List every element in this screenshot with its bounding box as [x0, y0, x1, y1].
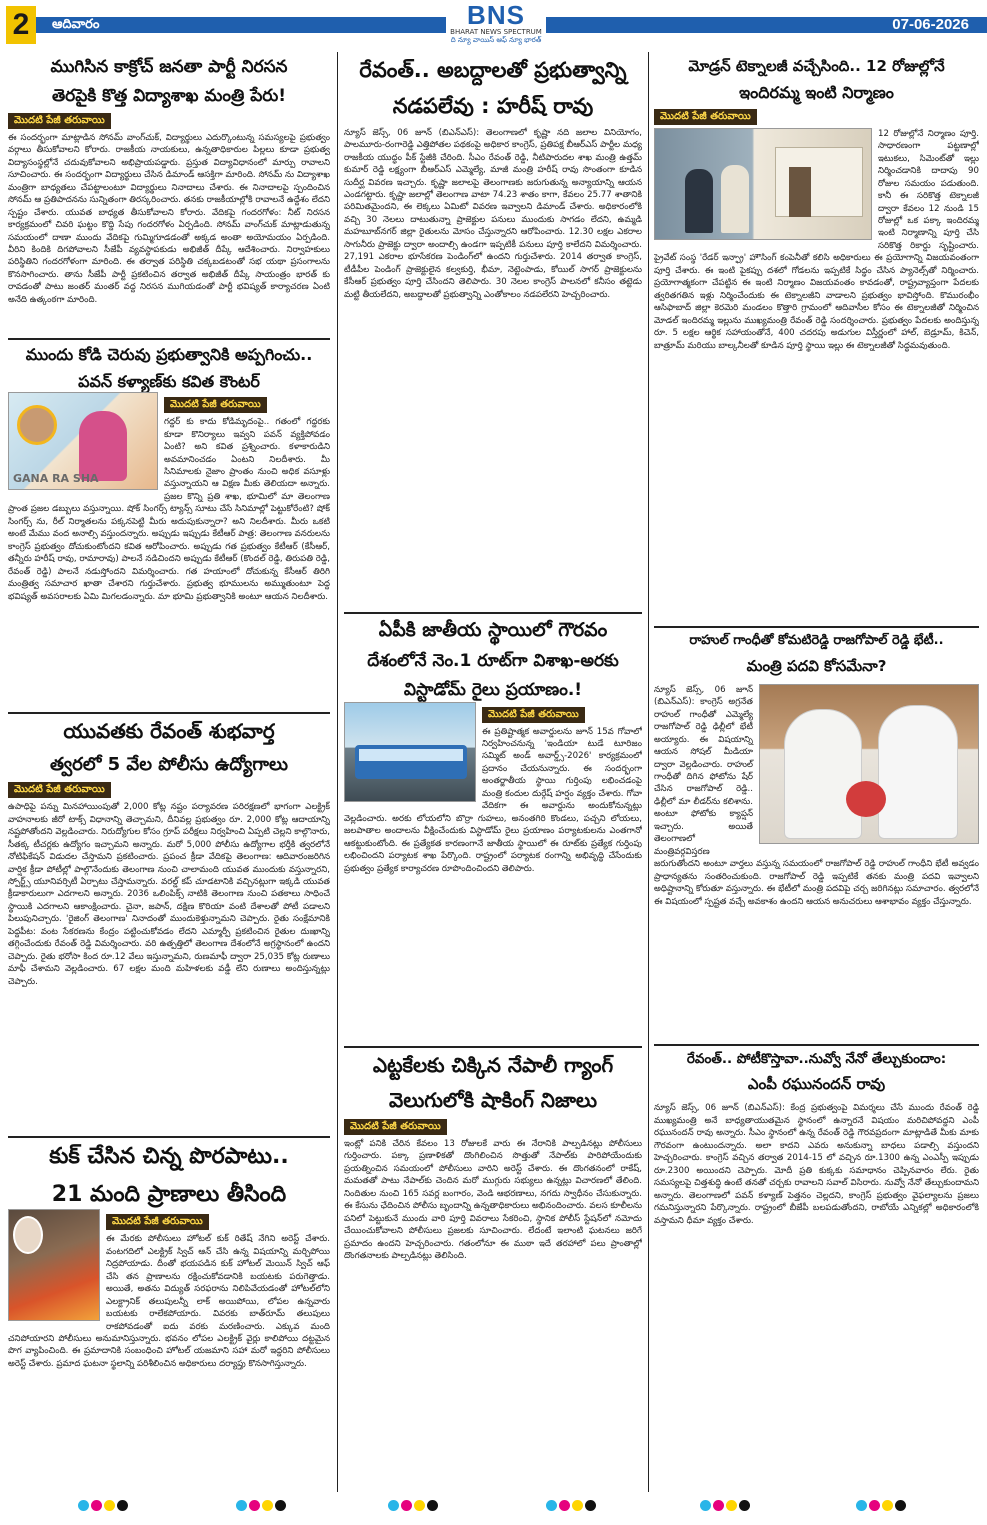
registration-dot	[572, 1500, 583, 1511]
headline: దేశంలోనే నెం.1 రూట్‌గా విశాఖ-అరకు	[367, 650, 619, 671]
headline: ఇందిరమ్మ ఇంటి నిర్మాణం	[739, 83, 894, 103]
continuation-badge: మొదటి పేజీ తరువాయి	[8, 782, 111, 798]
article-body: ఈ మేరకు పోలీసులు హోటల్ కుక్ రితేష్ నేగిని అరెస్ట్ చేశారు. వంటగదిలో ఎలక్ట్రిక్ స్విచ్ ఆన్ చేసి ఉన్న విషయాన్ని మర్చిపోయి నిద్రపోయాడు. దీంతో భయపడిన కుక్ హోటల్ మెయిన్ స్విచ్ ఆఫ్ చేసి తన ప్రాణాలను రక్షించుకోవడానికి బయటకు పరుగెత్తాడు. అయితే, అతను విద్యుత్ సరఫరాను నిలిపివేయడంతో హోటల్‌లోని ఎలక్ట్రానిక్ తలుపులన్నీ లాక్ అయిపోయి, లోపల ఉన్నవారు బయటకు రాలేకపోయారు. వివరకు బాత్‌రూమ్ తలుపులు రాకపోవడంతో ఐదు వరకు మరణించారు. ఎక్కువ మంది చనిపోయారని పోలీసులు అనుమానిస్తున్నారు. భవనం లోపల ఎలక్ట్రిక్ వైర్లు కాలిపోయి దట్టమైన పొగ వ్యాపించింది. ఈ ప్రమాదానికి సంబంధించి హోటల్ యజమాని సహా మరో ఇద్దరిని పోలీసులు అరెస్ట్ చేశారు. ప్రమాద ఘటనా స్థలాన్ని పరిశీలించిన అధికారులు దర్యాప్తు కొనసాగిస్తున్నారు.	[8, 1234, 330, 1369]
article-separator	[654, 1044, 979, 1046]
day-label: ఆదివారం	[52, 17, 100, 32]
registration-dot	[414, 1500, 425, 1511]
headline: రేవంత్.. పోటీకొస్తావా..నువ్వో నేనో తేల్చుకుందాం:	[686, 1051, 947, 1067]
article-separator	[344, 612, 642, 614]
article-indiramma-house	[654, 56, 979, 622]
article-body: ఈ ప్రతిష్టాత్మక అవార్డులను జూన్ 15వ గోవాలో నిర్వహించనున్న 'ఇండియా టుడే టూరిజం సమ్మిట్ అండ్ అవార్డ్స్-2026' కార్యక్రమంలో ప్రదానం చేయనున్నారు. ఈ సందర్భంగా అంతర్జాతీయ స్థాయి గుర్తింపు లభించడంపై మంత్రి కందుల దుర్గేష్ హర్షం వ్యక్తం చేశారు. గోవా వేదికగా ఈ అవార్డును అందుకోనున్నట్లు వెల్లడించారు. అరకు లోయలోని బొర్రా గుహలు, అనంతగిరి కొండలు, పచ్చని లోయలు, జలపాతాల అందాలను వీక్షించేందుకు విస్టాడోమ్ రైలు ప్రయాణం పర్యాటకులను ఎంతగానో ఆకట్టుకుంటోంది. ఈ ప్రత్యేకత కారణంగానే జాతీయ స్థాయిలో ఈ రూట్‌కు ప్రత్యేక గుర్తింపు లభించిందని పర్యాటక శాఖ పేర్కొంది. రాష్ట్రంలో పర్యాటక రంగాన్ని అభివృద్ధి చేసేందుకు ప్రభుత్వం ప్రత్యేక కార్యాచరణ రూపొందించిందని తెలిపారు.	[344, 726, 642, 874]
article-rajagopal-reddy	[654, 632, 979, 1040]
registration-dot	[427, 1500, 438, 1511]
person-figure	[721, 165, 749, 233]
masthead	[0, 0, 987, 50]
headline: కుక్ చేసిన చిన్న పొరపాటు..	[49, 1144, 289, 1169]
registration-dot	[726, 1500, 737, 1511]
article-raghunandan-rao	[654, 1050, 979, 1488]
registration-marks	[856, 1496, 908, 1512]
article-separator	[8, 1136, 330, 1138]
registration-dot	[401, 1500, 412, 1511]
headline: పవన్ కళ్యాణ్‌కు కవిత కౌంటర్	[78, 371, 260, 391]
headline: యువతకు రేవంత్ శుభవార్త	[63, 719, 275, 743]
article-body: ఈ సందర్భంగా మాట్లాడిన సోనమ్ వాంగ్‌చుక్, విద్యార్థులు ఎదుర్కొంటున్న సమస్యలపై ప్రభుత్వం వర్గాలు తీసుకోవాలని కోరారు. రాజకీయ నాయకులు, ఉన్నతాధికారుల పిల్లలు కూడా ప్రభుత్వ విద్యాసంస్థల్లోనే చదువుకోవాలని అభిప్రాయపడ్డారు. ప్రస్తుత విద్యావిధానంలో మార్పు రావాలని సూచించారు. ఈ సందర్భంగా విద్యార్థులు చేసిన డిమాండ్ ఆసక్తిగా మారింది. సోనమ్ ను విద్యాశాఖ మంత్రిగా బాధ్యతలు చేపట్టాలంటూ విద్యార్థులు నినాదాలు చేశారు. ఈ నినాదాలపై స్పందించిన సోనమ్ ఆ ప్రతిపాదనను సున్నితంగా తిరస్కరించారు. తనకు రాజకీయాల్లోకి రావాలనే ఉద్దేశం లేదని స్పష్టం చేశారు. యువత బాధ్యత తీసుకోవాలని కోరారు. వేదికపై గందరగోళం: నీట్ నిరసన కార్యక్రమంలో చివరి ఘట్టం కొద్ది సేపు గందరగోళం ఏర్పడింది. సోనమ్ వాంగ్‌చుక్ మాట్లాడుతున్న సమయంలో దాణా ముందు వేదికపై గుమ్మిగూడడంతో అక్కడ అంతా అయోమయం ఏర్పడింది. వీరిని కిందికి దిగపోవాలని సీజేపీ వ్యవస్థాపకుడు అభిజీత్ దీప్కే ఆదేశించారు. నిర్వాహకులు పరిస్థితిని గందరగోళంగా మారింది. ఈ తర్వాత పరిస్థితి చక్కబడటంతో సభ యథా ప్రసంగాలను కొనసాగించారు. తాను సీజేపీ పార్టీ ప్రకటించిన తర్వాత అభిజీత్ దీప్కే సాయంత్రం భారత్ కు రావడంతో పాటు జంతర్ మంతర్ వద్ద నిరసన ముగియడంతో పార్టీ భవిష్యత్ కార్యాచరణ ఏంటి అనేది ఉత్కంఠగా మారింది.	[8, 132, 330, 305]
article-separator	[654, 626, 979, 628]
registration-dot	[559, 1500, 570, 1511]
person-figure	[878, 705, 958, 839]
registration-dot	[78, 1500, 89, 1511]
registration-dot	[856, 1500, 867, 1511]
article-body: గద్దర్ కు కాదు కోడిమృదంపై.. గతంలో గద్దరకు కూడా కొనిర్యాలు ఇవ్వని పవన్ వ్యక్తిపోవడం ఏంటి? అని కవిత ప్రశ్నించారు. కళాకారుడిని అవమానించడం ఏంటని నిలదీశారు. మీ సినిమాలకు నైజాం ప్రాంతం నుంచి అధిక వసూళ్లు వస్తున్నాయని ఆ విక్షణ మీకు తెలియదా అన్నారు. ప్రజల కొన్ని ప్రతి శాఖ, భూమిలో మా తెలంగాణ ప్రాంత ప్రజల డబ్బులు వస్తున్నాయి. షోక్ సింగర్స్ ట్యాన్స్ సూటు చేసే సినిమాల్లో పెట్టుకోరేంటి? షోక్ సింగర్స్ ను, రీల్ నిర్మాతలను పక్కనపెట్టి మీరు అదుపుకున్నారా? అని నిలదీశారు. మీరు ఒకటి అంటే మేము వంద అనాల్సి వస్తుందన్నారు. అప్పుడు ఇప్పుడు కేటీఆర్ పాత్ర: తెలంగాణ వనరులను కాంగ్రెస్ ప్రభుత్వం దోచుకుంటోందని కవిత ఆరోపించారు. అప్పుడు గత ప్రభుత్వం కేటీఆర్ (కేసీఆర్, తన్నీరు హరీష్ రావు, రామారావు) పాలనే నడిచిందని అప్పుడు కేటీఆర్ (కొందల్ రెడ్డి, తిరుపతి రెడ్డి, రేవంత్ రెడ్డి) పాలనే నడుస్తోందని విమర్శించారు. గత హయాంలో దోచుకున్న కేసీఆర్ తిరిగి మంత్రిత్వ సమాచార ఖాతా చేశారని గుర్తుచేశారు. ప్రభుత్వ భూములను అమ్ముతుంటూ పెద్ద భవిష్యత్ అవసరాలకు ఏమి మిగలడంన్నారు. మా భూమి ప్రభుత్వానికి అంటూ ఆయన నిలదీశారు.	[8, 417, 330, 602]
train-windows	[359, 749, 463, 761]
article-kavitha-counter	[8, 344, 330, 708]
headline: ముగిసిన కాక్రోచ్ జనతా పార్టీ నిరసన	[50, 57, 288, 77]
continuation-badge: మొదటి పేజీ తరువాయి	[164, 397, 267, 413]
headline: ఏపీకి జాతీయ స్థాయిలో గౌరవం	[378, 619, 608, 641]
continuation-badge: మొదటి పేజీ తరువాయి	[482, 707, 585, 723]
article-body: ఉపాధిపై పన్ను మినహాయింపుతో 2,000 కోట్ల నష్టం పర్యావరణ పరిరక్షణలో భాగంగా ఎలక్ట్రిక్ వాహనాలకు జీరో టాక్స్ విధానాన్ని తెచ్చామని, దీనివల్ల ప్రభుత్వం రూ. 2,000 కోట్ల ఆదాయాన్ని నష్టపోతోందని వెల్లడించారు. నిరుద్యోగుల కోసం గ్రూప్ పరీక్షలు నిర్వహించి ఏప్పటి చెల్లని కాల్గొనారు, సీతక్క టీచర్లకు ఉద్యోగం ఇచ్చామని అన్నారు. మరో 5,000 పోలీసు ఉద్యోగాల భర్తీకి త్వరలోనే నోటిఫికేషన్ విడుదల చేస్తామని ప్రకటించారు. ప్రపంచ క్రీడా వేదికపై తెలంగాణ: ఆదివారంజరిగిన వార్షిక క్రీడా పోటీల్లో పాల్గొనేందుకు తెలంగాణ నుంచి చాలామంది యువత ముందుకు వస్తున్నారని, స్పోర్ట్స్ యూనివర్సిటీ ఏర్పాటు చేస్తామన్నారు. వరల్డ్ కప్ చూడటానికి వచ్చినట్లుగా ఇక్కడి యువత క్రీడాకారులుగా ఎదగాలని అన్నారు. 2036 ఒలింపిక్స్ నాటికి తెలంగాణ నుంచి పతకాలు సాధించే స్థాయికి ఎదగాలని ఆకాంక్షించారు. చైనా, జపాన్, దక్షిణ కొరియా వంటి దేశాలతో పోటీ పడాలని పిలుపునిచ్చారు. 'రైజింగ్ తెలంగాణ' నినాదంతో ముందుకెళ్తున్నామని చెప్పారు. రైతు సంక్షేమానికి పెద్దపీట: వంట సేకరణను కేంద్రం పట్టించుకోవడం లేదని ఎమ్మార్పీ ప్రకటించిన రైతుల దుఃఖాన్ని తగ్గించేందుకు రేవంత్ రెడ్డి విమర్శించారు. వరి ఉత్పత్తిలో తెలంగాణ దేశంలోనే అగ్రస్థానంలో ఉందని చెప్పారు. రైతు భరోసా కింద రూ.12 వేలు ఇస్తున్నామని, రుణమాఫీ ద్వారా 25,035 కోట్ల రుణాలు మాఫీ చేశామని వెల్లడించారు. 67 లక్షల మంది మహిళలకు వడ్డీ లేని రుణాలు అందిస్తున్నట్లు చెప్పారు.	[8, 802, 330, 987]
headline: మోడ్రన్ టెక్నాలజీ వచ్చేసింది.. 12 రోజుల్లోనే	[688, 57, 945, 75]
registration-marks	[236, 1496, 288, 1512]
headline: ఎంపీ రఘునందన్ రావు	[747, 1075, 886, 1094]
registration-marks	[78, 1496, 130, 1512]
headline: 21 మంది ప్రాణాలు తీసింది	[51, 1181, 287, 1207]
logo-text: BNS	[467, 0, 525, 30]
train-photo	[344, 702, 476, 802]
headline: త్వరలో 5 వేల పోలీసు ఉద్యోగాలు	[50, 754, 288, 775]
article-separator	[344, 1046, 642, 1048]
inset-portrait	[13, 1216, 43, 1254]
registration-dot	[546, 1500, 557, 1511]
article-police-jobs	[8, 718, 330, 1130]
registration-dot	[882, 1500, 893, 1511]
person-figure	[685, 169, 713, 233]
article-body: న్యూస్ జెస్స్, 06 జూన్ (బిఎన్ఎస్): కాంగ్రెస్ అగ్రనేత రాహుల్ గాంధీతో ఎమ్మెల్యే రాజగోపాల్ రెడ్డి ఢిల్లీలో భేటీ అయ్యారు. ఈ విషయాన్ని ఆయన సోషల్ మీడియా ద్వారా వెల్లడించారు. రాహుల్ గాంధీతో దిగిన ఫోటోను షేర్ చేసిన రాజగోపాల్ రెడ్డి.. ఢిల్లీలో మా లీడర్‌ను కలిశాను. అంటూ ఫోటోకు క్యాప్షన్ ఇచ్చారు. అయితే తెలంగాణలో మంత్రివర్గవిస్తరణ జరుగుతోందని అంటూ వార్తలు వస్తున్న సమయంలో రాజగోపాల్ రెడ్డి రాహుల్ గాంధీని భేటీ అవ్వడం ప్రాధాన్యతను సంతరించుకుంది. రాజగోపాల్ రెడ్డి ఇప్పటికే తనకు మంత్రి పదవి ఇవ్వాలని అధిష్టానాన్ని కోరుతూ వస్తున్నారు. ఈ భేటీలో మంత్రి పదవిపై చర్చ జరిగినట్లు సమాచారం. త్వరలోనే ఈ విషయంలో స్పష్టత వచ్చే అవకాశం ఉందని ఆయన అనుచరులు ఆశాభావం వ్యక్తం చేస్తున్నారు.	[654, 684, 979, 907]
headline: రాహుల్ గాంధీతో కోమటిరెడ్డి రాజగోపాల్ రెడ్డి భేటీ..	[689, 633, 944, 648]
registration-dot	[895, 1500, 906, 1511]
registration-dot	[585, 1500, 596, 1511]
article-body: ఇంట్లో పనికి చేరిన కేవలం 13 రోజులకే వారు ఈ నేరానికి పాల్పడినట్లు పోలీసులు గుర్తించారు. పక్కా ప్రణాళికతో దొంగిలించిన సొత్తుతో నేపాల్‌కు పారిపోయేందుకు ప్రయత్నించిన సమయంలో పోలీసులు వారిని అరెస్ట్ చేశారు. ఈ దొంగతనంలో రాకేష్, మమతతో పాటు నేపాల్‌కు చెందిన మరో ముగ్గురు సభ్యులు ఉన్నట్లు విచారణలో తేలింది. నిందితుల నుంచి 165 సవర్ల బంగారం, వెండి ఆభరణాలు, నగదు స్వాధీనం చేసుకున్నారు. ఈ కేసును ఛేదించిన పోలీసు బృందాన్ని ఉన్నతాధికారులు అభినందించారు. వలస కూలీలను పనిలో పెట్టుకునే ముందు వారి పూర్తి వివరాలు సేకరించి, స్థానిక పోలీస్ స్టేషన్‌లో నమోదు చేయించుకోవాలని పోలీసులు ప్రజలకు సూచించారు. లేదంటే ఇలాంటి ఘటనలు జరిగే ప్రమాదం ఉందని హెచ్చరించారు. గతంలోనూ ఈ ముఠా ఇదే తరహాలో పలు ప్రాంతాల్లో దొంగతనాలకు పాల్పడినట్లు తెలిసింది.	[344, 1139, 642, 1262]
kavitha-photo	[8, 392, 158, 490]
registration-marks	[546, 1496, 598, 1512]
headline: విస్టాడోమ్ రైలు ప్రయాణం.!	[403, 679, 583, 700]
headline: వెలుగులోకి షాకింగ్ నిజాలు	[388, 1088, 597, 1112]
registration-dot	[713, 1500, 724, 1511]
registration-marks	[700, 1496, 752, 1512]
registration-dot	[739, 1500, 750, 1511]
registration-dot	[236, 1500, 247, 1511]
registration-dot	[388, 1500, 399, 1511]
page-number: 2	[6, 6, 36, 44]
column-divider	[337, 52, 338, 1492]
issue-date: 07-06-2026	[892, 16, 969, 33]
article-separator	[8, 712, 330, 714]
newspaper-logo	[446, 2, 546, 46]
photo-backdrop-text: GANA RA SHA	[13, 472, 99, 486]
bouquet	[846, 781, 886, 817]
speaker-figure	[79, 411, 127, 481]
headline: మంత్రి పదవి కోసమేనా?	[746, 656, 887, 675]
logo-tagline: ది న్యూ వాయిస్ ఆఫ్ న్యూ భారత్	[450, 36, 542, 44]
fire-photo	[8, 1209, 100, 1321]
column-divider	[648, 52, 649, 1492]
registration-dot	[249, 1500, 260, 1511]
article-body: న్యూస్ జెస్స్, 06 జూన్ (బిఎన్ఎస్): తెలంగాణలో కృష్ణా నది జలాల వినియోగం, పాలమూరు-రంగారెడ్డి ఎత్తిపోతల పథకంపై అధికార కాంగ్రెస్, ప్రతిపక్ష బీఆర్ఎస్ పార్టీల మధ్య రాజకీయ యుద్ధం పీక్ స్టేజీకి చేరింది. సీఎం రేవంత్ రెడ్డి, నీటిపారుదల శాఖ మంత్రి ఉత్తమ్ కుమార్ రెడ్డి లక్ష్యంగా బీఆర్ఎస్ ఎమ్మెల్యే, మాజీ మంత్రి హరీష్ రావు సొంతంగా కూడిన సుదీర్ఘ వివరణ ఇచ్చారు. కృష్ణా జలాలపై తెలంగాణకు జరుగుతున్న అన్యాయాన్ని ఆయన ఎండగట్టారు. కృష్ణా జలాల్లో తెలంగాణ వాటా 74.23 శాతం కాగా, కేవలం 25.77 శాతానికి పరిమితమైందని, ఈ లెక్కలు ఏమిటో వివరణ ఇవ్వాలని డిమాండ్ చేశారు. అధికారంలోకి వచ్చి 30 నెలలు దాటుతున్నా ప్రాజెక్టుల పనులు ముందుకు సాగడం లేదని, ఉమ్మడి మహబూబ్‌నగర్ జిల్లా రైతులను మోసం చేస్తున్నారని ఆరోపించారు. 12.30 లక్షల ఎకరాల సాగునీరు ప్రాజెక్టు ద్వారా అందాల్సి ఉండగా ఇప్పటికీ పనులు పూర్తి కాలేదని విమర్శించారు. 27,191 ఎకరాల భూసేకరణ పెండింగ్‌లో ఉందని గుర్తుచేశారు. 2014 తర్వాత కాంగ్రెస్, టీడీపీల పెండింగ్ ప్రాజెక్టులైన కల్వకుర్తి, భీమా, నెట్టెంపాడు, కోయిల్ సాగర్ ప్రాజెక్టులను కేసీఆర్ ప్రభుత్వం పూర్తి చేసిందని తెలిపారు. 30 నెలల కాంగ్రెస్ పాలనలో కనీసం తట్టెడు మట్టి తీయలేదని, అబద్దాలతో ప్రభుత్వాన్ని ఎంతోకాలం నడపలేరని హెచ్చరించారు.	[344, 127, 642, 300]
headline: రేవంత్.. అబద్దాలతో ప్రభుత్వాన్ని	[359, 58, 627, 82]
registration-dot	[91, 1500, 102, 1511]
registration-dot	[104, 1500, 115, 1511]
registration-dot	[700, 1500, 711, 1511]
meeting-photo	[759, 684, 979, 844]
headline: ఎట్టకేలకు చిక్కిన నేపాలీ గ్యాంగ్	[372, 1053, 614, 1077]
continuation-badge: మొదటి పేజీ తరువాయి	[344, 1119, 447, 1135]
person-figure	[784, 709, 862, 839]
headline: తెరపైకి కొత్త విద్యాశాఖ మంత్రి పేరు!	[51, 85, 287, 106]
registration-dot	[262, 1500, 273, 1511]
house-photo	[654, 128, 872, 240]
registration-dot	[869, 1500, 880, 1511]
article-vistadome	[344, 618, 642, 1042]
logo-sub: BHARAT NEWS SPECTRUM	[450, 28, 542, 36]
continuation-badge: మొదటి పేజీ తరువాయి	[8, 113, 111, 129]
house-door	[789, 167, 811, 217]
headline: నడపలేవు : హరీష్ రావు	[392, 94, 594, 119]
article-body: న్యూస్ జెస్స్, 06 జూన్ (బిఎన్ఎస్): కేంద్ర ప్రభుత్వంపై విమర్శలు చేసే ముందు రేవంత్ రెడ్డి ముఖ్యమంత్రి అనే బాధ్యతాయుతమైన స్థానంలో ఉన్నారనే విషయం మరిచిపోవద్దని ఎంపీ రఘునందన్ రావు అన్నారు. సీఎం స్థానంలో ఉన్న రేవంత్ రెడ్డి గౌరవప్రదంగా మాట్లాడితే మీకు మాకు గౌరవంగా ఉంటుందన్నారు. అలా కాదని ఎవరు అనుకున్నా బాధలు పడాల్సి వస్తుందని హెచ్చరించారు. కాంగ్రెస్ వచ్చిన తర్వాత 2014-15 లో వచ్చిన రూ.1300 ఉన్న ఎంఎస్పీ ఇప్పుడు రూ.2300 అయిందని చెప్పారు. మోదీ ప్రతి కుక్కకు సమాధానం చెప్పినవారం లేరు. రైతు సమస్యలపై చిత్తశుద్ధి ఉంటే తనతో చర్చకు రావాలని సవాల్ విసిరారు. నువ్వో నేనో తేల్చుకుందామని అన్నారు. తెలంగాణలో పవన్ కళ్యాణ్ పెత్తనం చెల్లదని, కాంగ్రెస్ ప్రభుత్వం వైఫల్యాలను ప్రజలు గమనిస్తున్నారని పేర్కొన్నారు. రాష్ట్రంలో బీజేపీ బలపడుతోందని, రాబోయే ఎన్నికల్లో అధికారంలోకి వస్తామని ధీమా వ్యక్తం చేశారు.	[654, 1103, 979, 1226]
registration-marks	[388, 1496, 440, 1512]
headline: ముందు కోడి చెరువు ప్రభుత్వానికి అప్పగించు..	[25, 345, 313, 364]
article-hotel-fire	[8, 1142, 330, 1488]
inset-portrait	[17, 405, 57, 445]
registration-dot	[117, 1500, 128, 1511]
continuation-badge: మొదటి పేజీ తరువాయి	[654, 109, 757, 125]
article-nepali-gang	[344, 1052, 642, 1488]
article-body: 12 రోజుల్లోనే నిర్మాణం పూర్తి. సాధారణంగా పట్టణాల్లో ఇటుకలు, సిమెంట్‌తో ఇల్లు నిర్మించడానికి దాదాపు 90 రోజుల సమయం పడుతుంది. కానీ ఈ సరికొత్త టెక్నాలజీ ద్వారా కేవలం 12 నుండి 15 రోజుల్లో ఒక పక్కా ఇందిరమ్మ ఇంటి నిర్మాణాన్ని పూర్తి చేసి సరికొత్త రికార్డు సృష్టించారు. ప్రైవేట్ సంస్థ 'రేడర్ ఇన్ఫ్రా' హౌసింగ్ కంపెనీతో కలిసి అధికారులు ఈ ప్రయోగాన్ని విజయవంతంగా పూర్తి చేశారు. ఈ ఇంటి పైకప్పు దశలో గోడలను ఇప్పటికే సిద్ధం చేసిన ప్యానెల్స్‌తో నిర్మించారు. ప్రయోగాత్మకంగా చేపట్టిన ఈ ఇంటి నిర్మాణం విజయవంతం కావడంతో, రాష్ట్రవ్యాప్తంగా పేదలకు త్వరితగతిన ఇళ్లు నిర్మించేందుకు ఈ టెక్నాలజీని వాడాలని ప్రభుత్వం భావిస్తోంది. కొమురంభీం ఆసిఫాబాద్ జిల్లా కెరమెరి మండలం కొత్తారి గ్రామంలో ఆదివాసీల కోసం ఈ టెక్నాలజీతో నిర్మించిన మోడల్ ఇందిరమ్మ ఇల్లును ముఖ్యమంత్రి రేవంత్ రెడ్డి సందర్శించారు. ప్రభుత్వం పేదలకు అందిస్తున్న రూ. 5 లక్షల ఆర్థిక సహాయంతోనే, 400 చదరపు అడుగుల విస్తీర్ణంలో హాల్, బెడ్రూమ్, కిచెన్, బాత్రూమ్ మరియు బాల్కనీలతో కూడిన పూర్తి స్థాయి ఇల్లు ఈ టెక్నాలజీతో సిద్ధమవుతుంది.	[654, 128, 979, 351]
continuation-badge: మొదటి పేజీ తరువాయి	[106, 1214, 209, 1230]
article-separator	[8, 338, 330, 340]
article-harish-rao	[344, 56, 642, 608]
article-cockroach-party	[8, 56, 330, 334]
registration-dot	[275, 1500, 286, 1511]
